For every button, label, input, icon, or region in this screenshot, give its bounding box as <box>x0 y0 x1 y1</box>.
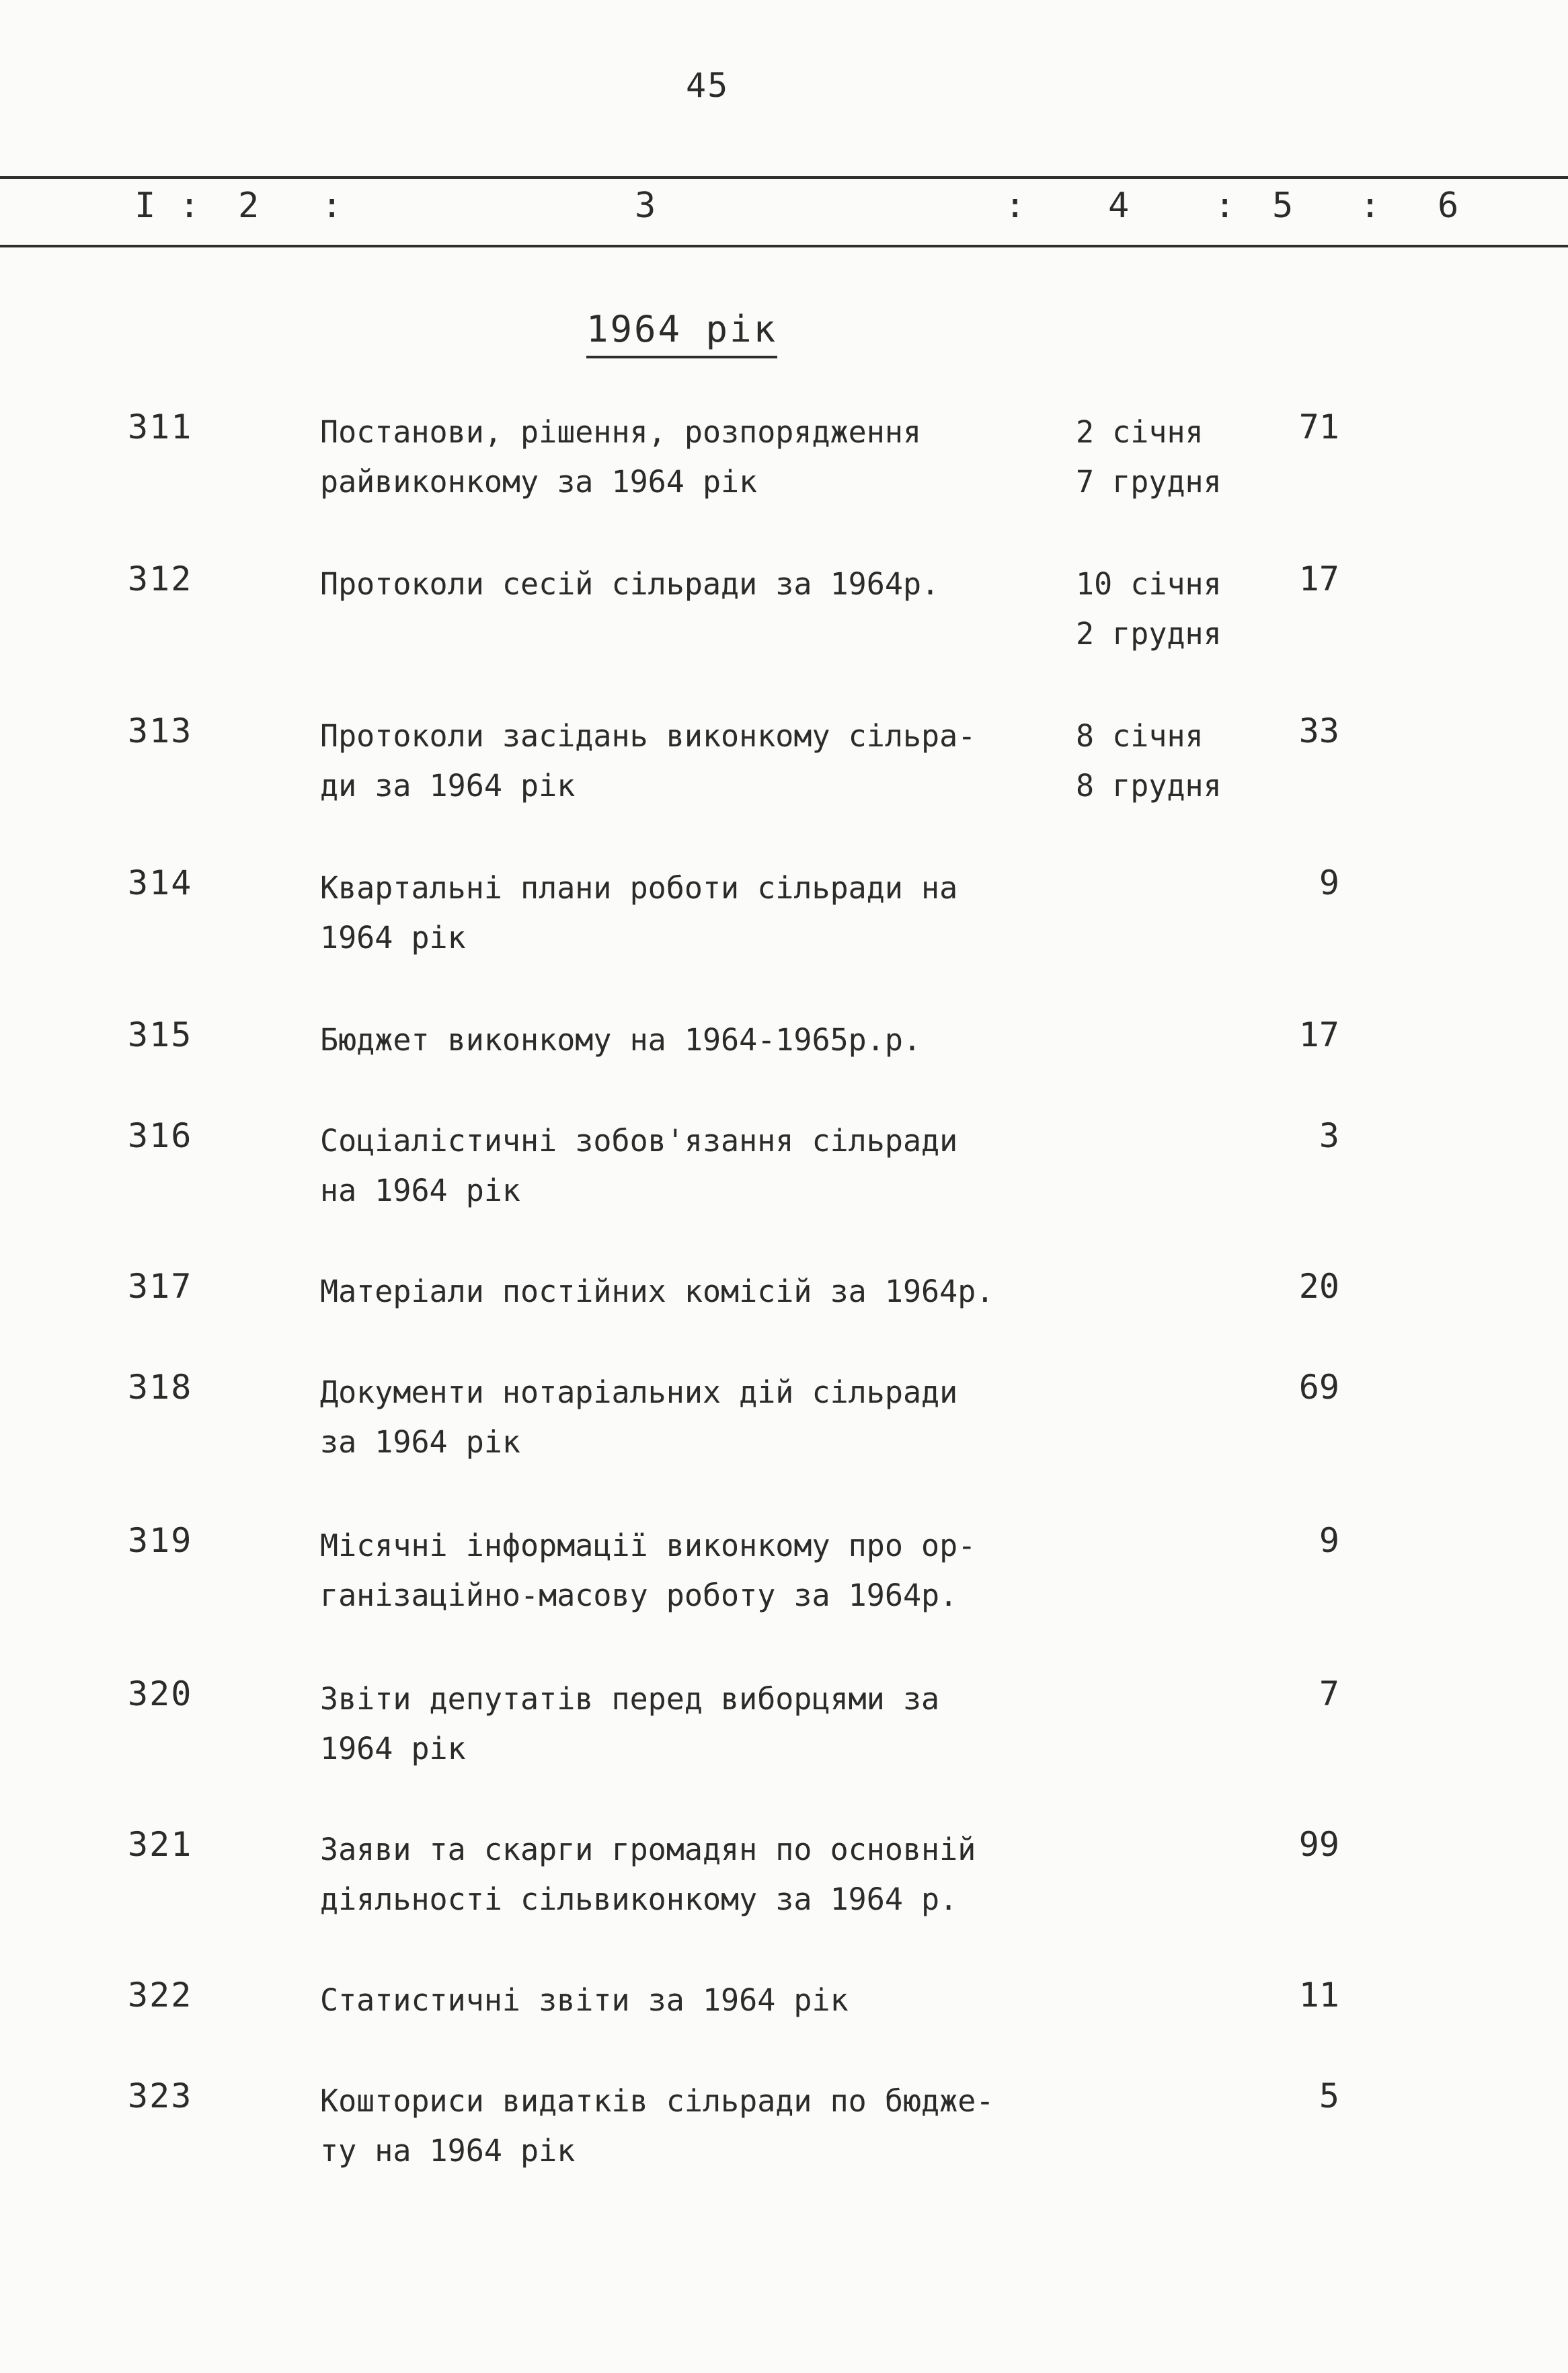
entry-dates <box>1076 407 1222 507</box>
entry-sheet-count: 33 <box>1298 711 1339 750</box>
entry-title-line: Протоколи сесій сільради за 1964р. <box>320 566 940 602</box>
entry-sheet-count: 17 <box>1298 559 1339 598</box>
entry-title <box>320 1015 1060 1065</box>
column-header-6: 6 <box>1438 186 1459 226</box>
list-item-312 <box>0 559 1568 652</box>
entry-title-line: Статистичні звіти за 1964 рік <box>320 1982 849 2018</box>
entry-title-line: 1964 рік <box>320 920 466 956</box>
entry-number: 311 <box>128 407 193 446</box>
list-item-311 <box>0 407 1568 500</box>
column-header-separator: : <box>1005 186 1026 226</box>
entry-title <box>320 1976 1060 2025</box>
header-rule-bottom <box>0 245 1568 247</box>
entry-title-line: Соціалістичні зобов'язання сільради <box>320 1123 958 1159</box>
entry-date-end: 7 грудня <box>1076 464 1222 500</box>
entry-title <box>320 1674 1060 1774</box>
entry-title-line: Місячні інформації виконкому про ор- <box>320 1528 976 1563</box>
column-header-separator: : <box>1214 186 1236 226</box>
entry-number: 320 <box>128 1674 193 1713</box>
entry-date-end: 2 грудня <box>1076 616 1222 652</box>
list-item-322 <box>0 1976 1568 2056</box>
entry-title <box>320 1116 1060 1216</box>
list-item-316 <box>0 1116 1568 1208</box>
header-rule-top <box>0 176 1568 179</box>
entry-sheet-count: 5 <box>1319 2076 1339 2115</box>
entry-title-line: Постанови, рішення, розпорядження <box>320 414 922 450</box>
list-item-314 <box>0 863 1568 956</box>
column-header-separator: : <box>179 186 200 226</box>
entry-number: 321 <box>128 1825 193 1864</box>
entry-title-line: діяльності сільвиконкому за 1964 р. <box>320 1881 958 1917</box>
column-header-3: 3 <box>635 186 656 226</box>
entry-title-line: на 1964 рік <box>320 1173 521 1208</box>
list-item-315 <box>0 1015 1568 1096</box>
entry-dates <box>1076 711 1222 811</box>
list-item-313 <box>0 711 1568 804</box>
entry-title-line: Бюджет виконкому на 1964-1965р.р. <box>320 1022 922 1058</box>
entry-title <box>320 1368 1060 1467</box>
entry-title <box>320 1267 1060 1317</box>
entry-number: 313 <box>128 711 193 750</box>
entry-title <box>320 711 1060 811</box>
entry-title <box>320 2076 1060 2176</box>
entry-sheet-count: 71 <box>1298 407 1339 446</box>
column-header-5: 5 <box>1272 186 1294 226</box>
entry-title <box>320 1521 1060 1621</box>
entry-title-line: райвиконкому за 1964 рік <box>320 464 758 500</box>
entry-number: 318 <box>128 1368 193 1407</box>
entry-number: 317 <box>128 1267 193 1306</box>
entry-title-line: Документи нотаріальних дій сільради <box>320 1374 958 1410</box>
entry-sheet-count: 11 <box>1298 1976 1339 2015</box>
list-item-321 <box>0 1825 1568 1917</box>
column-header-2: 2 <box>238 186 260 226</box>
entry-date-start: 8 січня <box>1076 718 1204 754</box>
list-item-319 <box>0 1521 1568 1613</box>
entry-sheet-count: 9 <box>1319 1521 1339 1560</box>
entry-title-line: 1964 рік <box>320 1731 466 1766</box>
entry-title-line: Звіти депутатів перед виборцями за <box>320 1681 940 1717</box>
entry-number: 314 <box>128 863 193 902</box>
column-header-separator: : <box>1360 186 1381 226</box>
entry-title-line: Заяви та скарги громадян по основній <box>320 1832 976 1867</box>
entry-title <box>320 407 1060 507</box>
entry-date-end: 8 грудня <box>1076 768 1222 804</box>
entry-title-line: Протоколи засідань виконкому сільра- <box>320 718 976 754</box>
entry-title-line: Квартальні плани роботи сільради на <box>320 870 958 906</box>
entry-number: 315 <box>128 1015 193 1054</box>
entry-sheet-count: 69 <box>1298 1368 1339 1407</box>
entry-title-line: ганізаційно-масову роботу за 1964р. <box>320 1578 958 1613</box>
year-heading: 1964 рік <box>586 308 777 358</box>
list-item-323 <box>0 2076 1568 2169</box>
entry-number: 323 <box>128 2076 193 2115</box>
column-header-1: I <box>134 186 156 226</box>
entry-dates <box>1076 559 1222 659</box>
entry-date-start: 10 січня <box>1076 566 1222 602</box>
entry-title <box>320 863 1060 963</box>
entry-title-line: ту на 1964 рік <box>320 2133 576 2169</box>
entry-sheet-count: 20 <box>1298 1267 1339 1306</box>
list-item-318 <box>0 1368 1568 1460</box>
entry-number: 322 <box>128 1976 193 2015</box>
column-header-4: 4 <box>1108 186 1130 226</box>
entry-number: 316 <box>128 1116 193 1155</box>
entry-title-line: за 1964 рік <box>320 1424 521 1460</box>
column-header-separator: : <box>321 186 343 226</box>
entry-sheet-count: 17 <box>1298 1015 1339 1054</box>
page-number: 45 <box>686 66 730 105</box>
entry-sheet-count: 9 <box>1319 863 1339 902</box>
entry-title-line: Кошториси видатків сільради по бюдже- <box>320 2083 994 2119</box>
entry-date-start: 2 січня <box>1076 414 1204 450</box>
entry-title-line: ди за 1964 рік <box>320 768 576 804</box>
entry-title <box>320 1825 1060 1924</box>
list-item-317 <box>0 1267 1568 1348</box>
list-item-320 <box>0 1674 1568 1766</box>
entry-sheet-count: 99 <box>1298 1825 1339 1864</box>
entry-number: 319 <box>128 1521 193 1560</box>
entry-title-line: Матеріали постійних комісій за 1964р. <box>320 1274 994 1309</box>
entry-sheet-count: 7 <box>1319 1674 1339 1713</box>
entry-title <box>320 559 1060 609</box>
entry-number: 312 <box>128 559 193 598</box>
entry-sheet-count: 3 <box>1319 1116 1339 1155</box>
